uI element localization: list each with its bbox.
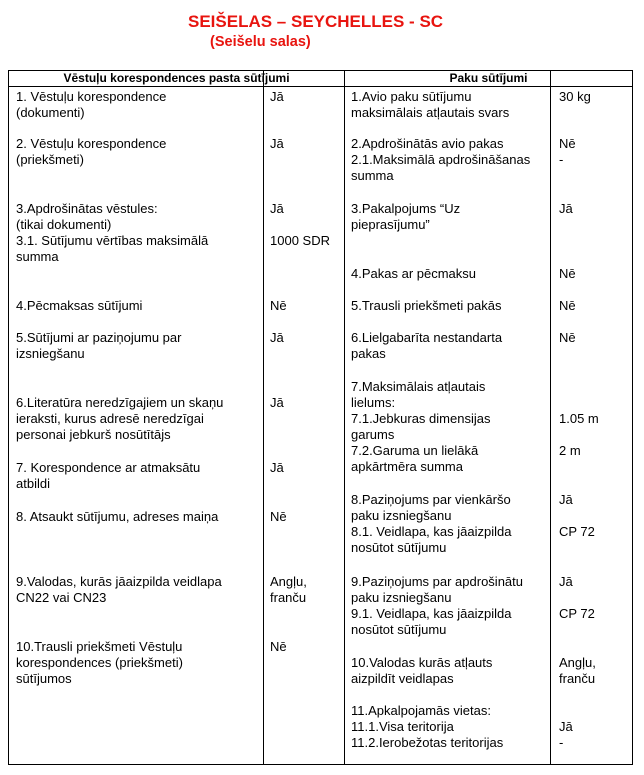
letter-item-3-label: 3.Apdrošinātas vēstules: (tikai dokumenti) 3.1. Sūtījumu vērtības maksimālā summa — [16, 201, 209, 264]
parcel-item-4-value: Nē — [559, 266, 576, 281]
letter-item-9-label: 9.Valodas, kurās jāaizpilda veidlapa CN22 vai CN23 — [16, 574, 222, 605]
parcel-item-5-value: Nē — [559, 298, 576, 313]
parcel-item-6-value: Nē — [559, 330, 576, 345]
letter-item-4-label: 4.Pēcmaksas sūtījumi — [16, 298, 143, 313]
letter-item-2-value: Jā — [270, 136, 284, 151]
parcel-item-7-label: 7.Maksimālais atļautais lielums: 7.1.Jebkuras dimensijas garums 7.2.Garuma un lielākā apkārtmēra summa — [351, 379, 491, 474]
parcel-item-8-value: Jā CP 72 — [559, 492, 595, 539]
letter-item-5-label: 5.Sūtījumi ar paziņojumu par izsniegšanu — [16, 330, 182, 361]
letter-item-4-value: Nē — [270, 298, 287, 313]
parcel-item-8-label: 8.Paziņojums par vienkāršo paku izsniegšanu 8.1. Veidlapa, kas jāaizpilda nosūtot sūtījumu — [351, 492, 512, 555]
parcel-item-3-value: Jā — [559, 201, 573, 216]
letter-item-10-label: 10.Trausli priekšmeti Vēstuļu korespondences (priekšmeti) sūtījumos — [16, 639, 183, 686]
right-column-divider — [550, 71, 551, 764]
parcel-item-9-value: Jā CP 72 — [559, 574, 595, 621]
parcel-item-11-value: Jā - — [559, 719, 573, 750]
parcel-item-7-value: 1.05 m 2 m — [559, 411, 599, 458]
parcel-item-9-label: 9.Paziņojums par apdrošinātu paku izsniegšanu 9.1. Veidlapa, kas jāaizpilda nosūtot sūtījumu — [351, 574, 523, 637]
center-column-divider — [344, 71, 345, 764]
country-subtitle: (Seišelu salas) — [210, 34, 311, 50]
letter-item-8-value: Nē — [270, 509, 287, 524]
letter-item-3-value: Jā 1000 SDR — [270, 201, 330, 248]
left-column-divider — [263, 71, 264, 764]
letter-item-5-value: Jā — [270, 330, 284, 345]
parcel-item-10-label: 10.Valodas kurās atļauts aizpildīt veidlapas — [351, 655, 493, 686]
parcel-item-1-label: 1.Avio paku sūtījumu maksimālais atļautais svars — [351, 89, 510, 120]
parcel-item-3-label: 3.Pakalpojums “Uz pieprasījumu” — [351, 201, 461, 232]
letter-item-1-label: 1. Vēstuļu korespondence (dokumenti) — [16, 89, 167, 120]
parcel-item-1-value: 30 kg — [559, 89, 591, 104]
letter-item-10-value: Nē — [270, 639, 287, 654]
letter-item-8-label: 8. Atsaukt sūtījumu, adreses maiņa — [16, 509, 219, 524]
parcel-item-6-label: 6.Lielgabarīta nestandarta pakas — [351, 330, 503, 361]
country-title: SEIŠELAS – SEYCHELLES - SC — [188, 12, 444, 31]
parcel-item-10-value: Angļu, franču — [559, 655, 596, 686]
letter-item-7-label: 7. Korespondence ar atmaksātu atbildi — [16, 460, 201, 491]
letter-item-2-label: 2. Vēstuļu korespondence (priekšmeti) — [16, 136, 167, 167]
letter-item-6-label: 6.Literatūra neredzīgajiem un skaņu ieraksti, kurus adresē neredzīgai personai jebkurš nosūtītājs — [16, 395, 224, 442]
parcel-item-2-label: 2.Apdrošinātās avio pakas 2.1.Maksimālā apdrošināšanas summa — [351, 136, 531, 183]
parcel-item-2-value: Nē - — [559, 136, 576, 167]
letter-item-6-value: Jā — [270, 395, 284, 410]
header-divider — [9, 86, 632, 87]
parcel-item-11-label: 11.Apkalpojamās vietas: 11.1.Visa teritorija 11.2.Ierobežotas teritorijas — [351, 703, 504, 750]
letter-post-header: Vēstuļu korespondences pasta sūtījumi — [63, 71, 290, 85]
parcel-item-4-label: 4.Pakas ar pēcmaksu — [351, 266, 477, 281]
services-table — [8, 70, 633, 765]
letter-item-1-value: Jā — [270, 89, 284, 104]
parcel-item-5-label: 5.Trausli priekšmeti pakās — [351, 298, 502, 313]
parcel-header: Paku sūtījumi — [449, 71, 528, 85]
letter-item-9-value: Angļu, franču — [270, 574, 307, 605]
letter-item-7-value: Jā — [270, 460, 284, 475]
